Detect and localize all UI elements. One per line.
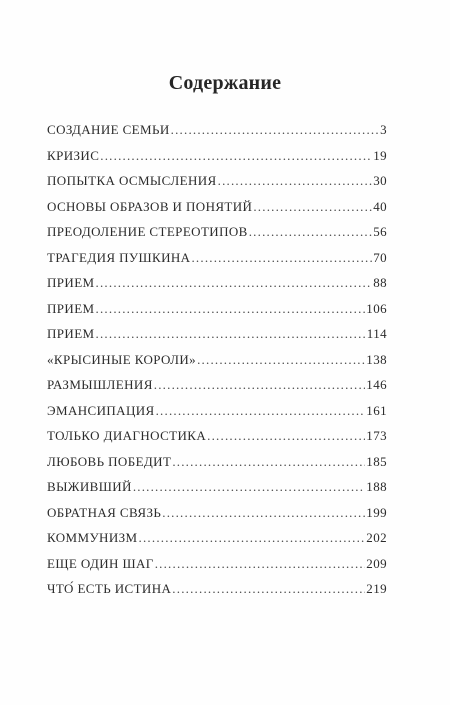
toc-entry-title: ОБРАТНАЯ СВЯЗЬ: [47, 504, 162, 520]
toc-entry: [47, 377, 387, 403]
toc-page-number: 106: [366, 300, 387, 316]
toc-entry: [47, 556, 387, 582]
toc-dot-leader: [154, 377, 366, 393]
toc-dot-leader: [96, 326, 366, 342]
toc-entry: [47, 250, 387, 276]
toc-entry-title: ОСНОВЫ ОБРАЗОВ И ПОНЯТИЙ: [47, 198, 253, 214]
toc-dot-leader: [253, 199, 372, 215]
toc-entry-title: СОЗДАНИЕ СЕМЬИ: [47, 122, 170, 137]
toc-entry: [47, 505, 387, 531]
toc-entry-title: «КРЫСИНЫЕ КОРОЛИ»: [47, 351, 197, 367]
toc-entry-title: ПРИЕМ: [47, 300, 95, 316]
toc-dot-leader: [207, 428, 365, 444]
toc-dot-leader: [156, 403, 366, 419]
toc-dot-leader: [139, 530, 366, 546]
toc-page-number: 188: [366, 479, 387, 494]
toc-page-number: 70: [373, 249, 387, 265]
page-title: Содержание: [168, 72, 282, 94]
toc-entry: [47, 173, 387, 199]
toc-dot-leader: [191, 250, 372, 266]
toc-entry: [47, 224, 387, 250]
toc-dot-leader: [249, 224, 372, 240]
toc-dot-leader: [155, 556, 366, 572]
toc-dot-leader: [162, 505, 365, 521]
toc-entry: [47, 403, 387, 429]
toc-page-number: 88: [373, 275, 387, 290]
toc-entry-title: ПРИЕМ: [47, 275, 95, 290]
toc-entry-title: ТРАГЕДИЯ ПУШКИНА: [47, 249, 191, 265]
toc-entry-title: ЧТО́ ЕСТЬ ИСТИНА: [47, 581, 172, 596]
toc-entry: [47, 454, 387, 480]
toc-entry: [47, 352, 387, 378]
toc-entry: [47, 275, 387, 301]
toc-entry-title: КРИЗИС: [47, 147, 100, 163]
toc-page-number: 19: [373, 147, 387, 163]
toc-page-number: 138: [366, 351, 387, 367]
toc-entry-title: ЭМАНСИПАЦИЯ: [47, 402, 155, 418]
toc-entry-title: ПРИЕМ: [47, 326, 95, 341]
toc-dot-leader: [133, 479, 365, 495]
toc-entry: [47, 199, 387, 225]
toc-page-number: 202: [366, 530, 387, 545]
toc-entry: [47, 122, 387, 148]
table-of-contents: [47, 122, 387, 607]
toc-entry: [47, 479, 387, 505]
toc-dot-leader: [96, 275, 373, 291]
toc-dot-leader: [96, 301, 366, 317]
toc-entry: [47, 148, 387, 174]
toc-page-number: 219: [366, 581, 387, 596]
toc-entry-title: ТОЛЬКО ДИАГНОСТИКА: [47, 428, 207, 443]
toc-page-number: 146: [366, 377, 387, 392]
toc-entry: [47, 581, 387, 607]
toc-page-number: 161: [366, 402, 387, 418]
toc-entry-title: ВЫЖИВШИЙ: [47, 479, 132, 494]
toc-entry: [47, 326, 387, 352]
toc-entry-title: ЕЩЕ ОДИН ШАГ: [47, 555, 154, 571]
toc-page-number: 40: [373, 198, 387, 214]
toc-page-number: 30: [373, 173, 387, 188]
toc-entry: [47, 530, 387, 556]
toc-dot-leader: [197, 352, 365, 368]
toc-dot-leader: [171, 122, 379, 138]
toc-page-number: 199: [366, 504, 387, 520]
toc-entry: [47, 301, 387, 327]
toc-dot-leader: [100, 148, 372, 164]
toc-page-number: 185: [366, 453, 387, 469]
toc-dot-leader: [218, 173, 373, 189]
toc-page-number: 173: [366, 428, 387, 443]
toc-page-number: 3: [380, 122, 387, 137]
toc-dot-leader: [172, 581, 365, 597]
toc-page-number: 209: [366, 555, 387, 571]
toc-entry-title: ПОПЫТКА ОСМЫСЛЕНИЯ: [47, 173, 217, 188]
toc-entry-title: КОММУНИЗМ: [47, 530, 138, 545]
toc-page-number: 56: [373, 224, 387, 239]
toc-entry-title: РАЗМЫШЛЕНИЯ: [47, 377, 153, 392]
toc-entry-title: ПРЕОДОЛЕНИЕ СТЕРЕОТИПОВ: [47, 224, 248, 239]
toc-page-number: 114: [366, 326, 387, 341]
toc-dot-leader: [172, 454, 365, 470]
toc-entry: [47, 428, 387, 454]
toc-entry-title: ЛЮБОВЬ ПОБЕДИТ: [47, 453, 172, 469]
